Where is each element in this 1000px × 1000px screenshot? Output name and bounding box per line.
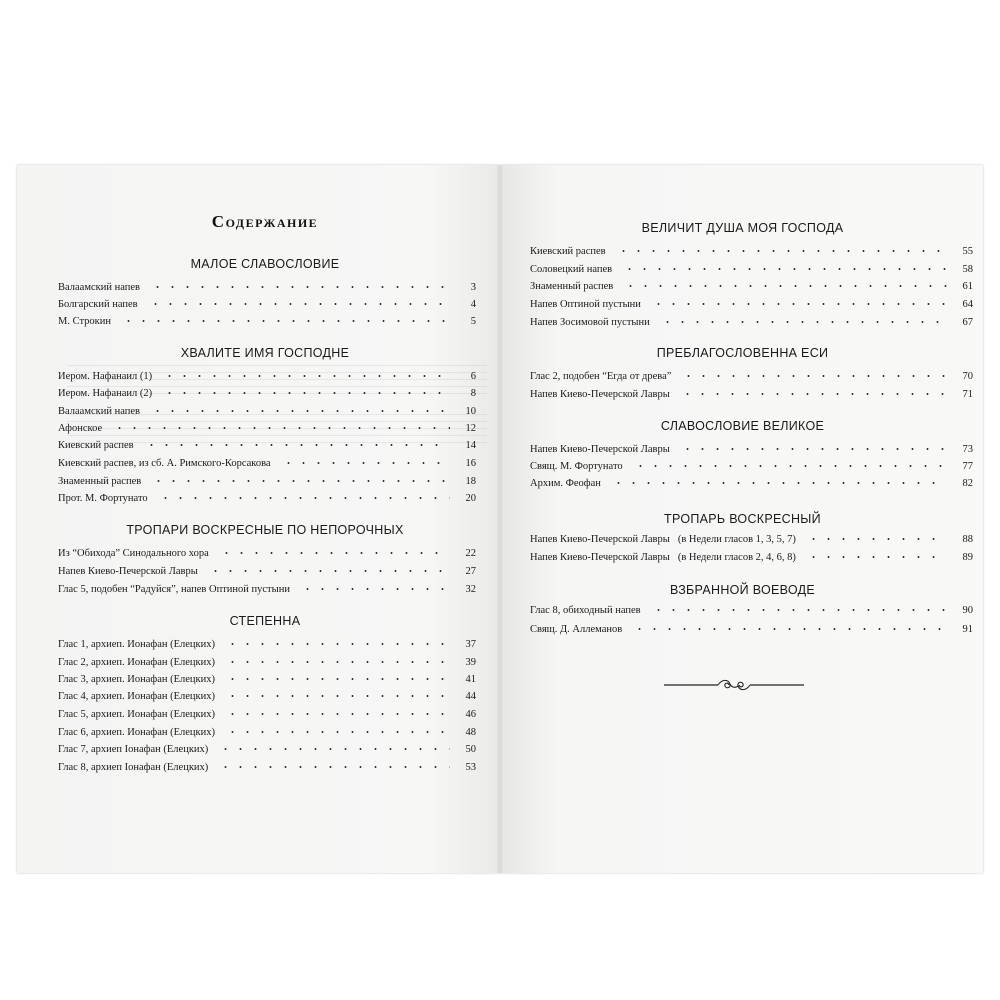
entry-title: Соловецкий напев [530,264,613,275]
dot-leader [277,457,450,466]
entry-title: Напев Киево-Печерской Лавры [58,566,198,577]
dot-leader [677,370,947,379]
entry-title: Глас 8, обиходный напев [530,605,641,616]
dot-leader [802,551,947,560]
book-gutter [497,165,503,873]
entry-title: Глас 2, архиеп. Ионафан (Елецких) [58,657,215,668]
toc-entry [530,315,973,331]
dot-leader [221,726,450,735]
toc-entry [58,404,476,420]
toc-entry [530,532,973,548]
toc-entry [58,421,476,437]
entry-title: Валаамский напев [58,406,140,417]
entry-title: Киевский распев [58,440,134,451]
toc-entry [58,707,476,723]
section-heading: ТРОПАРЬ ВОСКРЕСНЫЙ [664,512,821,526]
entry-page: 89 [962,552,973,563]
dot-leader [221,638,450,647]
entry-title: Свящ. Д. Аллеманов [530,624,623,635]
entry-page: 50 [465,744,476,755]
toc-entry [530,297,973,313]
section-heading: ТРОПАРИ ВОСКРЕСНЫЕ ПО НЕПОРОЧНЫХ [126,523,404,537]
toc-entry [58,546,476,562]
toc-entry [58,491,476,507]
dot-leader [204,565,450,574]
toc-entry [530,550,973,566]
toc-entry [530,459,973,475]
entry-title: М. Строкин [58,316,112,327]
entry-page: 41 [465,674,476,685]
dot-leader [221,673,450,682]
dot-leader [619,280,947,289]
entry-note: (в Недели гласов 2, 4, 6, 8) [677,552,796,563]
toc-entry [58,386,476,402]
toc-entry [530,603,973,619]
dot-leader [629,460,947,469]
entry-page: 88 [962,534,973,545]
toc-entry [530,369,973,385]
section-heading: СЛАВОСЛОВИЕ ВЕЛИКОЕ [660,419,825,433]
entry-title: Прот. М. Фортунато [58,493,148,504]
dot-leader [647,298,947,307]
entry-title: Глас 6, архиеп. Ионафан (Елецких) [58,727,215,738]
toc-entry [58,655,476,671]
toc-entry [58,456,476,472]
toc-entry [530,476,973,492]
toc-entry [58,438,476,454]
dot-leader [618,263,947,272]
dot-leader [221,708,450,717]
entry-page: 22 [465,548,476,559]
entry-title: Болгарский напев [58,299,138,310]
entry-title: Напев Киево-Печерской Лавры [530,534,670,545]
entry-title: Глас 1, архиеп. Ионафан (Елецких) [58,639,215,650]
entry-page: 82 [962,478,973,489]
entry-title: Иером. Нафанаил (2) [58,388,153,399]
entry-title: Напев Киево-Печерской Лавры [530,444,670,455]
dot-leader [647,604,947,613]
ornament-divider-icon [664,676,804,694]
section-heading: ВЗБРАННОЙ ВОЕВОДЕ [669,583,815,597]
entry-title: Глас 8, архиеп Іонафан (Елецких) [58,762,209,773]
entry-page: 90 [962,605,973,616]
dot-leader [108,422,450,431]
section-heading: МАЛОЕ СЛАВОСЛОВИЕ [190,257,340,271]
dot-leader [140,439,450,448]
toc-entry [58,725,476,741]
entry-page: 27 [465,566,476,577]
dot-leader [802,533,947,542]
entry-page: 73 [962,444,973,455]
toc-entry [58,314,476,330]
toc-entry [58,742,476,758]
toc-entry [58,760,476,776]
dot-leader [146,405,450,414]
entry-page: 53 [465,762,476,773]
entry-title: Свящ. М. Фортунато [530,461,623,472]
entry-title: Из “Обихода” Синодального хора [58,548,209,559]
entry-title: Глас 4, архиеп. Ионафан (Елецких) [58,691,215,702]
entry-title: Знаменный распев [58,476,142,487]
toc-entry [530,622,973,638]
entry-page: 77 [962,461,973,472]
entry-title: Глас 2, подобен “Егда от древа” [530,371,672,382]
entry-page: 71 [962,389,973,400]
toc-entry [530,279,973,295]
entry-page: 91 [962,624,973,635]
dot-leader [154,492,450,501]
dot-leader [612,245,947,254]
entry-page: 37 [465,639,476,650]
dot-leader [158,370,450,379]
entry-title: Напев Зосимовой пустыни [530,317,650,328]
dot-leader [676,443,947,452]
entry-page: 64 [962,299,973,310]
entry-page: 70 [962,371,973,382]
dot-leader [215,547,450,556]
toc-entry [58,297,476,313]
toc-entry [58,280,476,296]
entry-title: Напев Киево-Печерской Лавры [530,389,670,400]
toc-entry [58,672,476,688]
entry-title: Напев Киево-Печерской Лавры [530,552,670,563]
entry-title: Глас 3, архиеп. Ионафан (Елецких) [58,674,215,685]
entry-page: 67 [962,317,973,328]
entry-page: 18 [465,476,476,487]
entry-page: 20 [465,493,476,504]
dot-leader [214,761,450,770]
entry-page: 61 [962,281,973,292]
entry-title: Валаамский напев [58,282,140,293]
entry-page: 4 [470,299,476,310]
toc-entry [530,442,973,458]
dot-leader [146,281,450,290]
entry-page: 14 [465,440,476,451]
dot-leader [656,316,947,325]
dot-leader [221,656,450,665]
entry-title: Знаменный распев [530,281,614,292]
entry-title: Киевский распев [530,246,606,257]
entry-title: Глас 5, архиеп. Ионафан (Елецких) [58,709,215,720]
section-heading: ХВАЛИТЕ ИМЯ ГОСПОДНЕ [180,346,350,360]
toc-entry [58,474,476,490]
toc-entry [58,689,476,705]
toc-entry [530,387,973,403]
entry-page: 10 [465,406,476,417]
entry-page: 39 [465,657,476,668]
dot-leader [676,388,947,397]
entry-page: 32 [465,584,476,595]
entry-page: 8 [470,388,476,399]
dot-leader [221,690,450,699]
toc-entry [530,262,973,278]
entry-page: 44 [465,691,476,702]
dot-leader [158,387,450,396]
dot-leader [117,315,450,324]
entry-title: Глас 5, подобен “Радуйся”, напев Оптиной пустыни [58,584,290,595]
dot-leader [144,298,450,307]
toc-entry [58,369,476,385]
toc-entry [58,582,476,598]
section-heading: ВЕЛИЧИТ ДУША МОЯ ГОСПОДА [641,221,844,235]
entry-title: Афонское [58,423,103,434]
toc-entry [58,637,476,653]
entry-note: (в Недели гласов 1, 3, 5, 7) [677,534,796,545]
entry-page: 55 [962,246,973,257]
section-heading: ПРЕБЛАГОСЛОВЕННА ЕСИ [656,346,829,360]
dot-leader [628,623,947,632]
entry-page: 46 [465,709,476,720]
entry-page: 16 [465,458,476,469]
entry-page: 48 [465,727,476,738]
entry-page: 3 [470,282,476,293]
entry-title: Архим. Феофан [530,478,601,489]
section-heading: СТЕПЕННА [229,614,301,628]
toc-entry [530,244,973,260]
dot-leader [147,475,450,484]
entry-page: 6 [470,371,476,382]
entry-page: 58 [962,264,973,275]
dot-leader [214,743,450,752]
entry-title: Глас 7, архиеп Іонафан (Елецких) [58,744,209,755]
toc-title: Содержание [211,212,319,231]
dot-leader [296,583,450,592]
entry-title: Киевский распев, из сб. А. Римского-Корсакова [58,458,271,469]
toc-entry [58,564,476,580]
entry-title: Иером. Нафанаил (1) [58,371,153,382]
entry-page: 5 [470,316,476,327]
entry-page: 12 [465,423,476,434]
entry-title: Напев Оптиной пустыни [530,299,641,310]
dot-leader [607,477,947,486]
